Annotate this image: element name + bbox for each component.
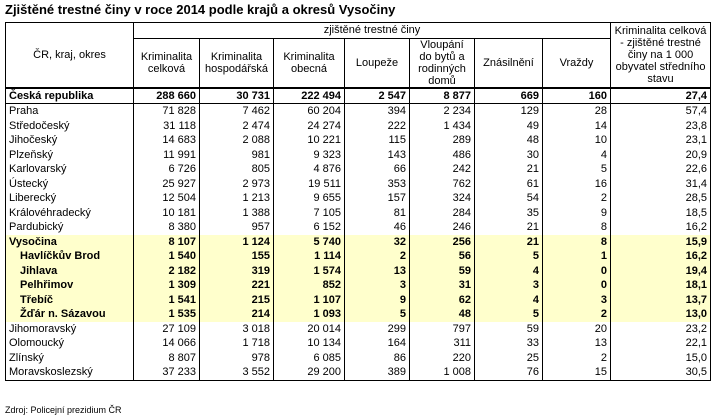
row-value: 31 118: [134, 119, 200, 134]
header-col-general: Kriminalita obecná: [274, 38, 345, 88]
row-value: 143: [345, 148, 410, 163]
row-value: 115: [345, 133, 410, 148]
table-row: [6, 278, 711, 293]
row-value: 5: [345, 307, 410, 322]
table-row: [6, 162, 711, 177]
row-value: 4: [475, 293, 543, 308]
row-value: 2 234: [410, 104, 475, 119]
row-value: 8 877: [410, 88, 475, 104]
row-value: 9: [543, 206, 611, 221]
row-value: 1 434: [410, 119, 475, 134]
header-col-murder: Vraždy: [543, 38, 611, 88]
row-value: 12 504: [134, 191, 200, 206]
row-value: 31,4: [611, 177, 711, 192]
row-value: 1 213: [200, 191, 274, 206]
row-value: 353: [345, 177, 410, 192]
header-col-total: Kriminalita celková: [134, 38, 200, 88]
row-value: 8 380: [134, 220, 200, 235]
row-value: 3: [345, 278, 410, 293]
row-value: 29 200: [274, 365, 345, 380]
row-value: 20,9: [611, 148, 711, 163]
row-value: 4: [543, 148, 611, 163]
row-name: Jihlava: [6, 264, 134, 279]
row-value: 8 107: [134, 235, 200, 250]
row-value: 669: [475, 88, 543, 104]
table-row: [6, 104, 711, 119]
row-value: 852: [274, 278, 345, 293]
row-value: 3 018: [200, 322, 274, 337]
row-value: 4 876: [274, 162, 345, 177]
table-row: [6, 191, 711, 206]
row-value: 284: [410, 206, 475, 221]
row-value: 20: [543, 322, 611, 337]
row-value: 289: [410, 133, 475, 148]
row-value: 3 552: [200, 365, 274, 380]
row-value: 1 388: [200, 206, 274, 221]
row-value: 21: [475, 220, 543, 235]
row-value: 32: [345, 235, 410, 250]
row-name: Pardubický: [6, 220, 134, 235]
row-value: 389: [345, 365, 410, 380]
header-col-robbery: Loupeže: [345, 38, 410, 88]
row-value: 160: [543, 88, 611, 104]
row-value: 19,4: [611, 264, 711, 279]
row-name: Jihočeský: [6, 133, 134, 148]
row-value: 394: [345, 104, 410, 119]
row-value: 28,5: [611, 191, 711, 206]
row-value: 2 547: [345, 88, 410, 104]
row-value: 15: [543, 365, 611, 380]
row-value: 1 114: [274, 249, 345, 264]
row-value: 762: [410, 177, 475, 192]
row-value: 155: [200, 249, 274, 264]
row-value: 157: [345, 191, 410, 206]
row-value: 957: [200, 220, 274, 235]
source-note: Zdroj: Policejní prezidium ČR: [5, 405, 122, 415]
row-value: 215: [200, 293, 274, 308]
table-row: [6, 293, 711, 308]
row-value: 1 535: [134, 307, 200, 322]
row-value: 16,2: [611, 249, 711, 264]
row-name: Moravskoslezský: [6, 365, 134, 380]
row-value: 21: [475, 162, 543, 177]
row-name: Středočeský: [6, 119, 134, 134]
row-value: 49: [475, 119, 543, 134]
row-value: 1 574: [274, 264, 345, 279]
row-value: 1 107: [274, 293, 345, 308]
row-value: 2: [543, 191, 611, 206]
row-name: Pelhřimov: [6, 278, 134, 293]
row-value: 9 323: [274, 148, 345, 163]
table-row: [6, 336, 711, 351]
row-value: 46: [345, 220, 410, 235]
row-value: 14 683: [134, 133, 200, 148]
row-name: Třebíč: [6, 293, 134, 308]
row-value: 9 655: [274, 191, 345, 206]
row-name: Zlínský: [6, 351, 134, 366]
row-value: 1: [543, 249, 611, 264]
row-value: 6 085: [274, 351, 345, 366]
row-value: 2 182: [134, 264, 200, 279]
row-value: 11 991: [134, 148, 200, 163]
row-value: 7 462: [200, 104, 274, 119]
row-value: 221: [200, 278, 274, 293]
table-row: [6, 351, 711, 366]
row-value: 1 124: [200, 235, 274, 250]
row-value: 311: [410, 336, 475, 351]
row-value: 16,2: [611, 220, 711, 235]
row-value: 27,4: [611, 88, 711, 104]
row-value: 1 309: [134, 278, 200, 293]
row-value: 14 066: [134, 336, 200, 351]
row-value: 7 105: [274, 206, 345, 221]
row-value: 81: [345, 206, 410, 221]
row-value: 23,8: [611, 119, 711, 134]
row-name: Ústecký: [6, 177, 134, 192]
row-value: 61: [475, 177, 543, 192]
row-value: 8 807: [134, 351, 200, 366]
row-name: Praha: [6, 104, 134, 119]
row-value: 220: [410, 351, 475, 366]
row-value: 60 204: [274, 104, 345, 119]
row-value: 23,2: [611, 322, 711, 337]
table-row: [6, 133, 711, 148]
row-value: 76: [475, 365, 543, 380]
table-row: [6, 206, 711, 221]
row-value: 2 474: [200, 119, 274, 134]
table-row: [6, 235, 711, 250]
row-value: 30,5: [611, 365, 711, 380]
row-name: Královéhradecký: [6, 206, 134, 221]
row-value: 10 134: [274, 336, 345, 351]
row-value: 9: [345, 293, 410, 308]
row-value: 222 494: [274, 88, 345, 104]
row-value: 3: [475, 278, 543, 293]
row-value: 319: [200, 264, 274, 279]
row-value: 86: [345, 351, 410, 366]
row-value: 8: [543, 220, 611, 235]
table-row: [6, 249, 711, 264]
row-value: 13: [345, 264, 410, 279]
row-value: 57,4: [611, 104, 711, 119]
row-value: 22,6: [611, 162, 711, 177]
table-row: [6, 220, 711, 235]
row-value: 5: [475, 307, 543, 322]
row-value: 25 927: [134, 177, 200, 192]
table-row: [6, 148, 711, 163]
row-value: 1 540: [134, 249, 200, 264]
row-value: 214: [200, 307, 274, 322]
row-value: 2: [543, 307, 611, 322]
row-value: 256: [410, 235, 475, 250]
header-region: ČR, kraj, okres: [6, 23, 134, 88]
row-value: 25: [475, 351, 543, 366]
row-value: 30: [475, 148, 543, 163]
row-value: 978: [200, 351, 274, 366]
table-row: [6, 322, 711, 337]
row-value: 805: [200, 162, 274, 177]
row-value: 10 221: [274, 133, 345, 148]
row-value: 164: [345, 336, 410, 351]
row-value: 33: [475, 336, 543, 351]
row-value: 324: [410, 191, 475, 206]
row-value: 14: [543, 119, 611, 134]
header-rate: Kriminalita celková - zjištěné trestné činy na 1 000 obyvatel středního stavu: [611, 23, 711, 88]
row-value: 15,9: [611, 235, 711, 250]
table-row: [6, 264, 711, 279]
row-value: 48: [410, 307, 475, 322]
table-row: [6, 307, 711, 322]
row-value: 59: [475, 322, 543, 337]
row-value: 16: [543, 177, 611, 192]
row-value: 4: [475, 264, 543, 279]
row-name: Liberecký: [6, 191, 134, 206]
row-value: 30 731: [200, 88, 274, 104]
row-value: 129: [475, 104, 543, 119]
row-name: Vysočina: [6, 235, 134, 250]
row-value: 13,0: [611, 307, 711, 322]
row-value: 54: [475, 191, 543, 206]
row-value: 20 014: [274, 322, 345, 337]
row-value: 66: [345, 162, 410, 177]
row-value: 35: [475, 206, 543, 221]
row-value: 1 093: [274, 307, 345, 322]
row-value: 2 973: [200, 177, 274, 192]
table-row: [6, 365, 711, 380]
row-value: 59: [410, 264, 475, 279]
row-name: Žďár n. Sázavou: [6, 307, 134, 322]
table-row: [6, 177, 711, 192]
row-name: Česká republika: [6, 88, 134, 104]
row-value: 21: [475, 235, 543, 250]
row-value: 6 152: [274, 220, 345, 235]
row-value: 1 718: [200, 336, 274, 351]
row-value: 28: [543, 104, 611, 119]
row-value: 23,1: [611, 133, 711, 148]
row-value: 10: [543, 133, 611, 148]
row-name: Jihomoravský: [6, 322, 134, 337]
row-value: 10 181: [134, 206, 200, 221]
row-value: 18,1: [611, 278, 711, 293]
row-value: 797: [410, 322, 475, 337]
row-value: 981: [200, 148, 274, 163]
row-value: 1 541: [134, 293, 200, 308]
row-name: Karlovarský: [6, 162, 134, 177]
row-value: 222: [345, 119, 410, 134]
row-value: 22,1: [611, 336, 711, 351]
row-value: 246: [410, 220, 475, 235]
table-row: [6, 88, 711, 104]
row-value: 24 274: [274, 119, 345, 134]
crime-table: [5, 22, 711, 381]
row-value: 486: [410, 148, 475, 163]
row-value: 48: [475, 133, 543, 148]
row-value: 299: [345, 322, 410, 337]
row-value: 56: [410, 249, 475, 264]
row-value: 2: [543, 351, 611, 366]
table-title: Zjištěné trestné činy v roce 2014 podle krajů a okresů Vysočiny: [5, 2, 396, 17]
row-value: 5: [543, 162, 611, 177]
row-value: 8: [543, 235, 611, 250]
row-value: 37 233: [134, 365, 200, 380]
table-row: [6, 119, 711, 134]
row-value: 5 740: [274, 235, 345, 250]
row-value: 15,0: [611, 351, 711, 366]
row-name: Havlíčkův Brod: [6, 249, 134, 264]
row-value: 18,5: [611, 206, 711, 221]
row-value: 3: [543, 293, 611, 308]
row-value: 6 726: [134, 162, 200, 177]
row-value: 2: [345, 249, 410, 264]
row-value: 0: [543, 264, 611, 279]
row-value: 0: [543, 278, 611, 293]
row-name: Plzeňský: [6, 148, 134, 163]
row-value: 71 828: [134, 104, 200, 119]
row-value: 288 660: [134, 88, 200, 104]
row-value: 13: [543, 336, 611, 351]
row-value: 19 511: [274, 177, 345, 192]
header-col-burglary: Vloupání do bytů a rodinných domů: [410, 38, 475, 88]
row-name: Olomoucký: [6, 336, 134, 351]
row-value: 242: [410, 162, 475, 177]
row-value: 5: [475, 249, 543, 264]
row-value: 2 088: [200, 133, 274, 148]
header-col-economic: Kriminalita hospodářská: [200, 38, 274, 88]
header-col-rape: Znásilnění: [475, 38, 543, 88]
header-group: zjištěné trestné činy: [134, 23, 611, 39]
row-value: 1 008: [410, 365, 475, 380]
row-value: 13,7: [611, 293, 711, 308]
row-value: 27 109: [134, 322, 200, 337]
row-value: 31: [410, 278, 475, 293]
row-value: 62: [410, 293, 475, 308]
